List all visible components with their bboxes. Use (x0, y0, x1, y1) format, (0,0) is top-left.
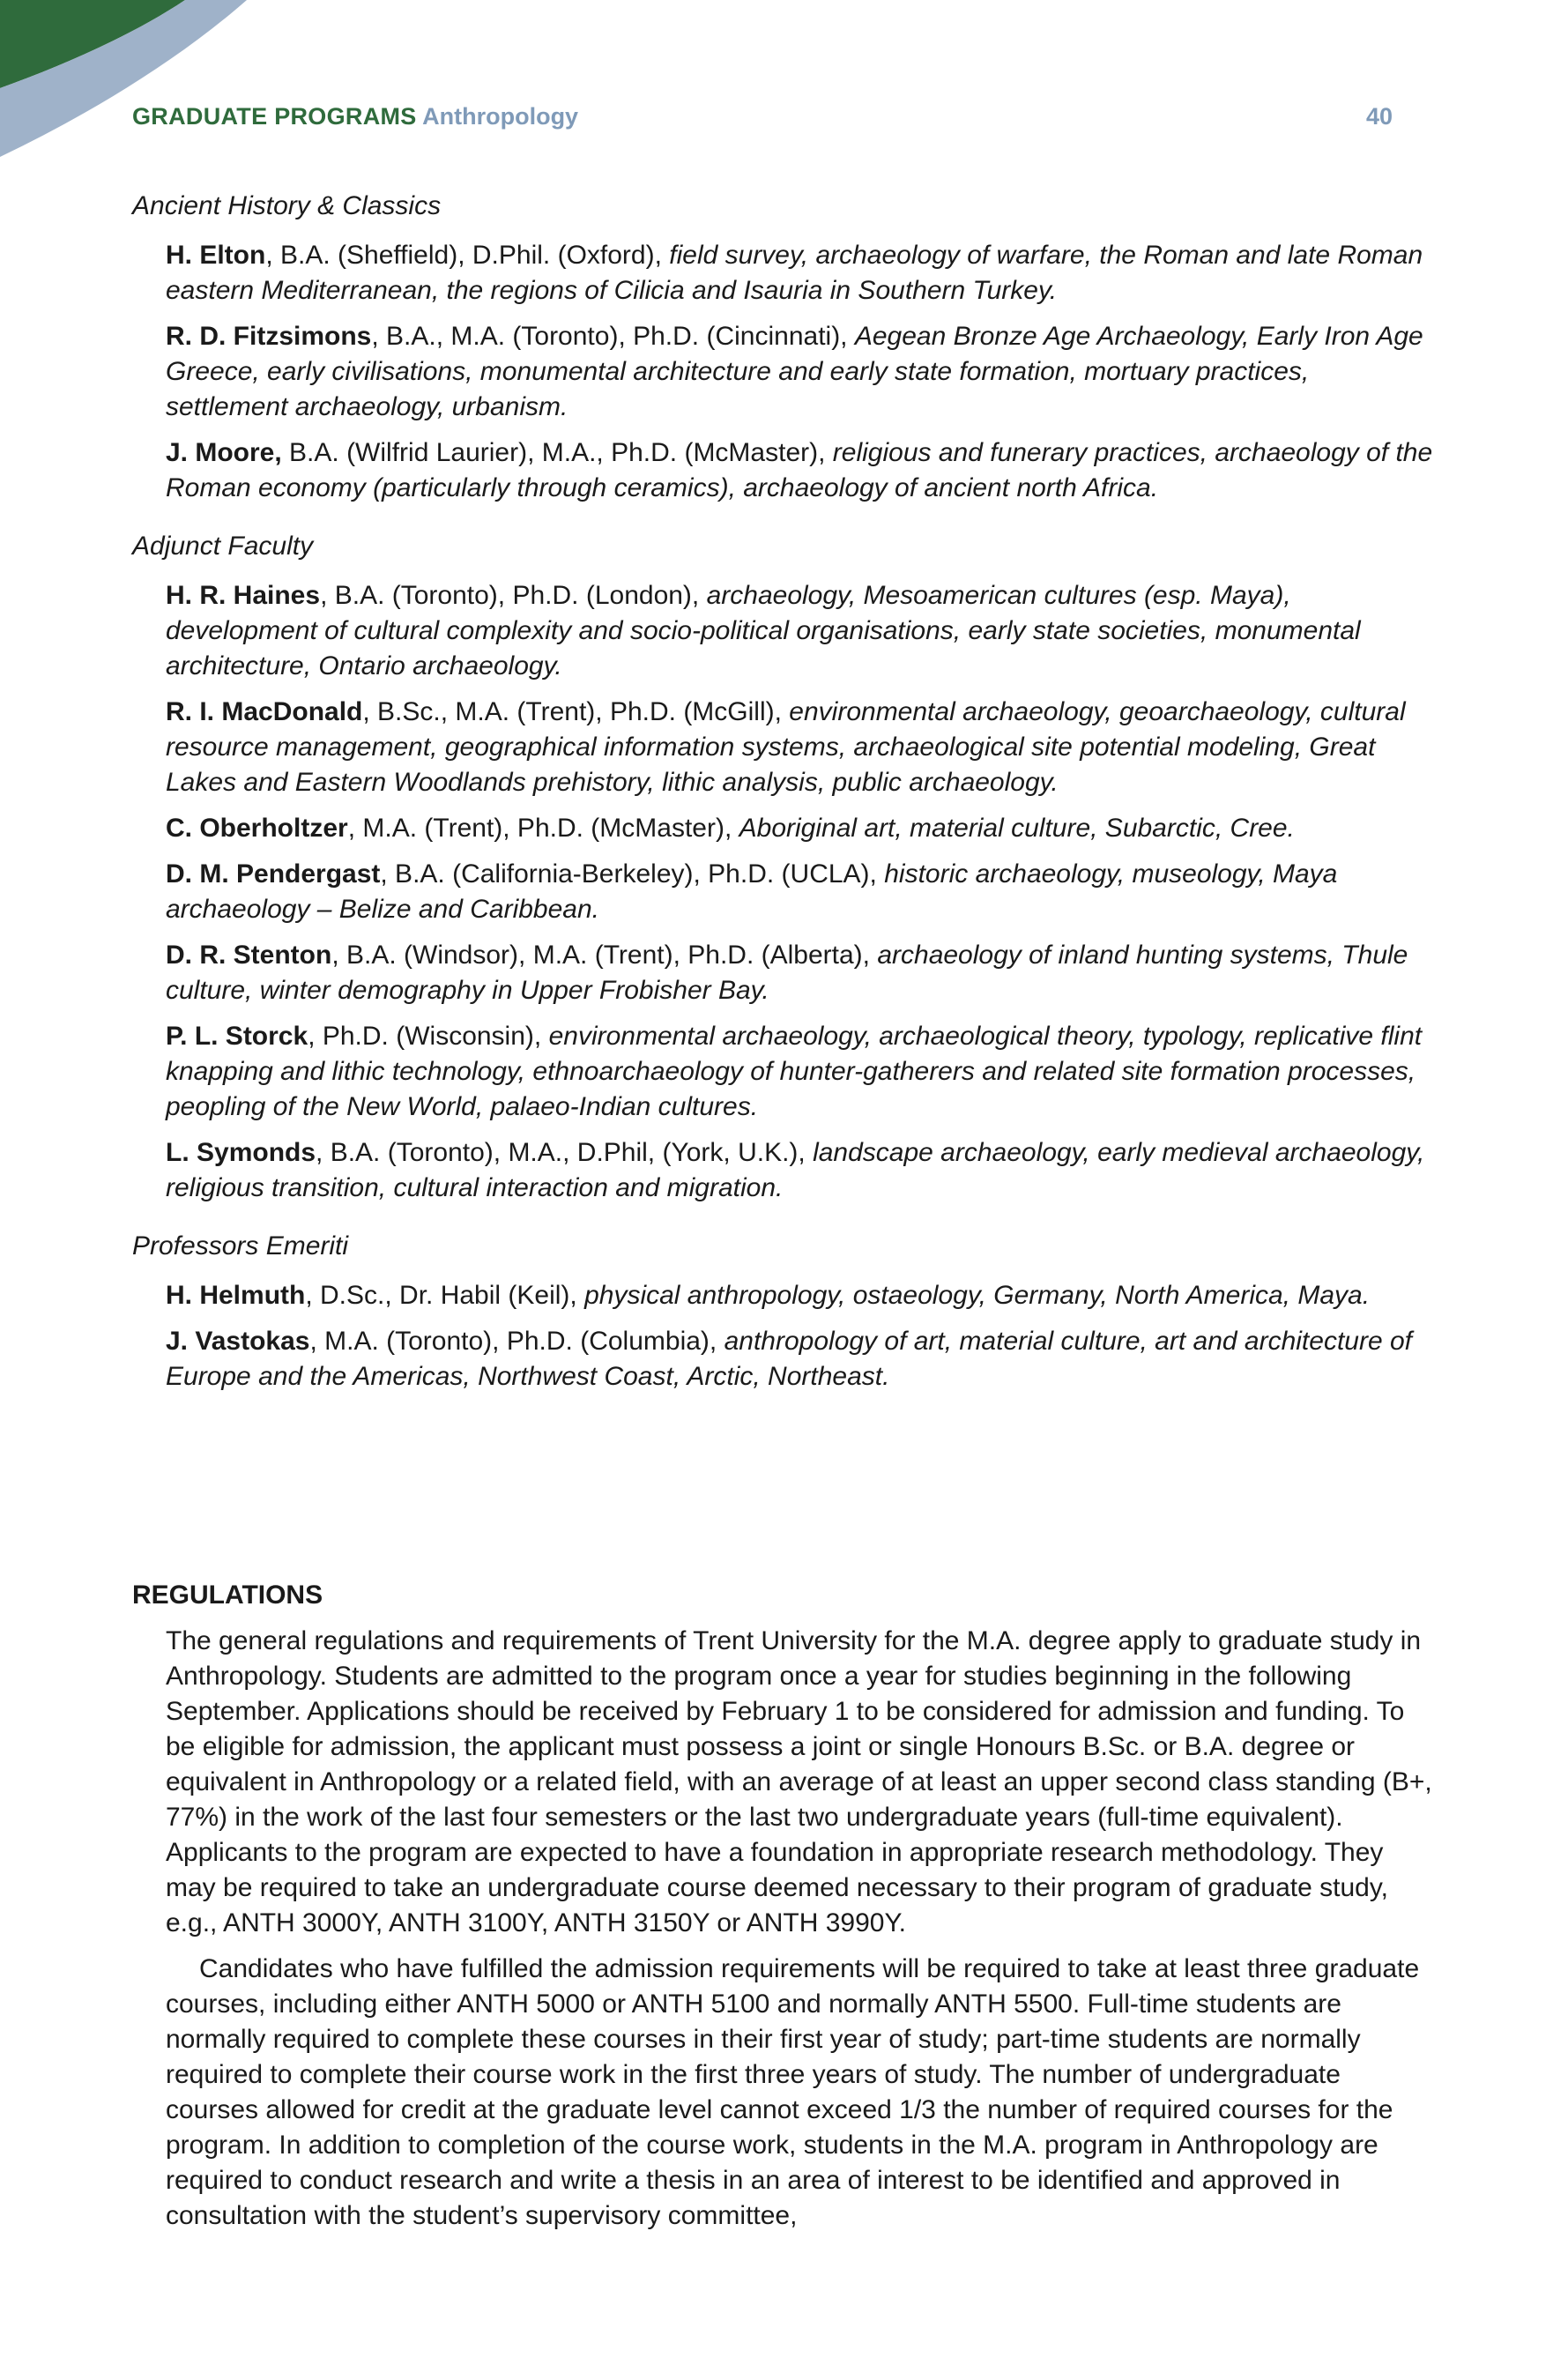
faculty-interests: religious and funerary practices, archaeology of the Roman economy (particularly through ceramics), archaeology of ancient north Africa. (166, 438, 1433, 502)
page-number: 40 (1365, 103, 1393, 130)
regulations-paragraph: The general regulations and requirements of Trent University for the M.A. degree apply to graduate study in Anthropology. Students are admitted to the program once a year for studies beginning in the following September. Applications should be received by February 1 to be considered for admission and funding. To be eligible for admission, the applicant must possess a joint or single Honours B.Sc. or B.A. degree or equivalent in Anthropology or a related field, with an average of at least an upper second class standing (B+, 77%) in the work of the last four semesters or the last two undergraduate years (full-time equivalent). Applicants to the program are expected to have a foundation in appropriate research methodology. They may be required to take an undergraduate course deemed necessary to their program of graduate study, e.g., ANTH 3000Y, ANTH 3100Y, ANTH 3150Y or ANTH 3990Y. (166, 1626, 1432, 1937)
faculty-entry (166, 1278, 1437, 1313)
topic-label: Anthropology (422, 103, 579, 130)
faculty-entry (166, 938, 1437, 1008)
faculty-entry (166, 435, 1437, 506)
regulations-heading: REGULATIONS (132, 1580, 323, 1610)
faculty-group (132, 1229, 1437, 1395)
faculty-interests: historic archaeology, museology, Maya archaeology – Belize and Caribbean. (166, 859, 1338, 924)
group-heading: Ancient History & Classics (132, 191, 442, 220)
faculty-name: R. D. Fitzsimons (166, 322, 372, 351)
faculty-entry (166, 238, 1437, 309)
faculty-credentials: B.A. (Wilfrid Laurier), M.A., Ph.D. (McMaster), (281, 438, 833, 467)
corner-decoration (0, 0, 282, 176)
faculty-name: H. Elton (166, 241, 266, 270)
faculty-name: P. L. Storck (166, 1022, 308, 1051)
group-heading: Adjunct Faculty (132, 532, 314, 561)
faculty-name: H. Helmuth (166, 1281, 306, 1310)
faculty-interests: archaeology of inland hunting systems, Thule culture, winter demography in Upper Frobisher Bay. (166, 941, 1408, 1005)
faculty-entry (166, 1135, 1437, 1206)
faculty-interests: anthropology of art, material culture, art and architecture of Europe and the Americas, Northwest Coast, Arctic, Northeast. (166, 1327, 1413, 1391)
faculty-credentials: , B.A. (California-Berkeley), Ph.D. (UCLA), (380, 859, 885, 889)
faculty-name: R. I. MacDonald (166, 697, 363, 726)
faculty-interests: environmental archaeology, archaeological theory, typology, replicative flint knapping and lithic technology, ethnoarchaeology of hunter-gatherers and related site formation processes, peopling of the New World, palaeo-Indian cultures. (166, 1022, 1423, 1121)
faculty-interests: Aegean Bronze Age Archaeology, Early Iron Age Greece, early civilisations, monumental architecture and early state formation, mortuary practices, settlement archaeology, urbanism. (166, 322, 1423, 421)
faculty-interests: archaeology, Mesoamerican cultures (esp. Maya), development of cultural complexity and socio-political organisations, early state societies, monumental architecture, Ontario archaeology. (166, 581, 1361, 681)
faculty-entry (166, 578, 1437, 684)
regulations-section (132, 1578, 1437, 2244)
section-label: GRADUATE PROGRAMS (132, 103, 417, 130)
faculty-entry (166, 695, 1437, 800)
faculty-entry (166, 857, 1437, 927)
faculty-credentials: , B.A. (Toronto), Ph.D. (London), (320, 581, 707, 610)
faculty-entry (166, 811, 1437, 846)
faculty-entry (166, 1324, 1437, 1395)
faculty-name: C. Oberholtzer (166, 814, 348, 843)
faculty-interests: Aboriginal art, material culture, Subarctic, Cree. (739, 814, 1295, 843)
faculty-list (132, 189, 1437, 1417)
faculty-name: D. R. Stenton (166, 941, 332, 970)
faculty-credentials: , B.A. (Toronto), M.A., D.Phil, (York, U.K.), (316, 1138, 814, 1167)
faculty-interests: field survey, archaeology of warfare, the Roman and late Roman eastern Mediterranean, the regions of Cilicia and Isauria in Southern Turkey. (166, 241, 1423, 305)
faculty-name: D. M. Pendergast (166, 859, 381, 889)
faculty-group (132, 189, 1437, 506)
group-heading: Professors Emeriti (132, 1231, 349, 1261)
faculty-name: H. R. Haines (166, 581, 321, 610)
faculty-interests: physical anthropology, ostaeology, Germany, North America, Maya. (584, 1281, 1371, 1310)
faculty-interests: environmental archaeology, geoarchaeology, cultural resource management, geographical information systems, archaeological site potential modeling, Great Lakes and Eastern Woodlands prehistory, lithic analysis, public archaeology. (166, 697, 1406, 797)
faculty-credentials: , B.Sc., M.A. (Trent), Ph.D. (McGill), (362, 697, 790, 726)
faculty-interests: landscape archaeology, early medieval archaeology, religious transition, cultural interaction and migration. (166, 1138, 1425, 1202)
faculty-credentials: , M.A. (Toronto), Ph.D. (Columbia), (309, 1327, 724, 1356)
faculty-credentials: , D.Sc., Dr. Habil (Keil), (305, 1281, 585, 1310)
faculty-name: J. Moore, (166, 438, 282, 467)
faculty-entry (166, 319, 1437, 425)
faculty-name: J. Vastokas (166, 1327, 310, 1356)
faculty-credentials: , Ph.D. (Wisconsin), (308, 1022, 549, 1051)
faculty-credentials: , B.A., M.A. (Toronto), Ph.D. (Cincinnati), (371, 322, 855, 351)
faculty-group (132, 529, 1437, 1206)
faculty-credentials: , M.A. (Trent), Ph.D. (McMaster), (347, 814, 739, 843)
faculty-name: L. Symonds (166, 1138, 316, 1167)
running-head (132, 99, 1393, 134)
regulations-paragraph: Candidates who have fulfilled the admission requirements will be required to take at least three graduate courses, including either ANTH 5000 or ANTH 5100 and normally ANTH 5500. Full-time students are normally required to complete these courses in their first year of study; part-time students are normally required to complete their course work in the first three years of study. The number of undergraduate courses allowed for credit at the graduate level cannot exceed 1/3 the number of required courses for the program. In addition to completion of the course work, students in the M.A. program in Anthropology are required to conduct research and write a thesis in an area of interest to be identified and approved in consultation with the student’s supervisory committee, (166, 1954, 1420, 2230)
faculty-credentials: , B.A. (Sheffield), D.Phil. (Oxford), (265, 241, 670, 270)
faculty-entry (166, 1019, 1437, 1125)
faculty-credentials: , B.A. (Windsor), M.A. (Trent), Ph.D. (Alberta), (331, 941, 878, 970)
